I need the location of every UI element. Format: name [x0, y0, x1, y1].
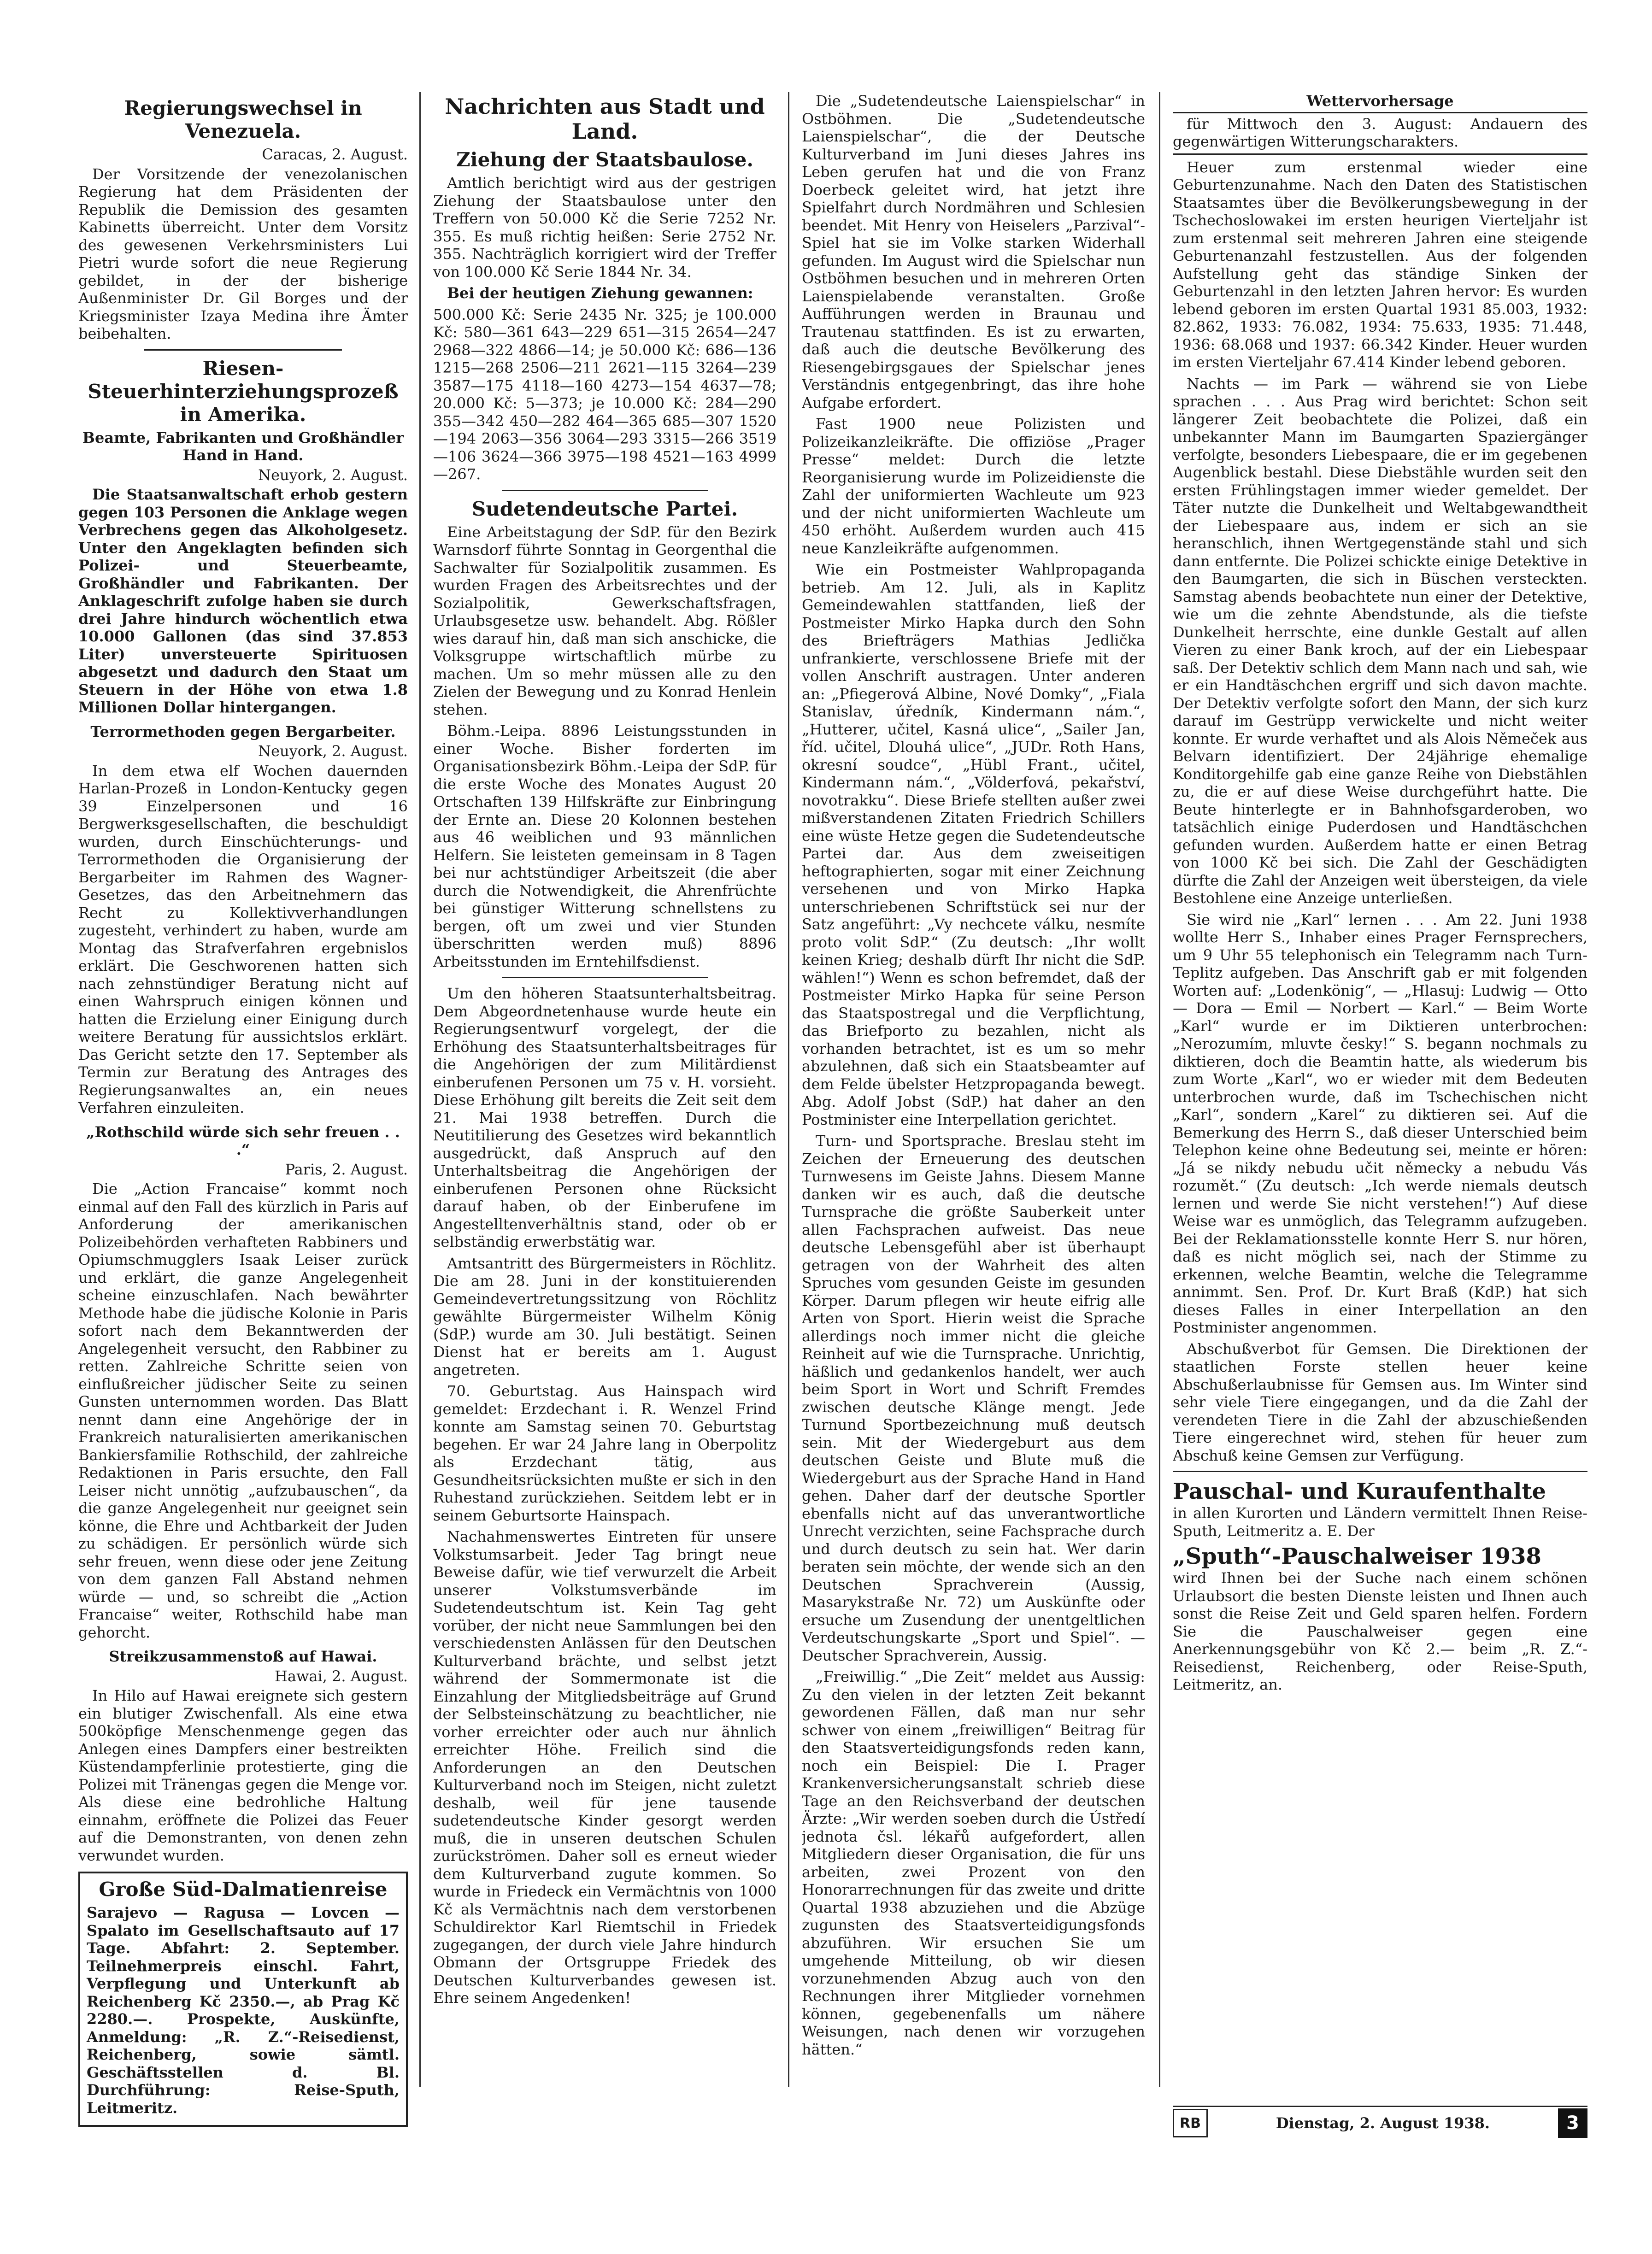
article-title: Ziehung der Staatsbaulose. — [456, 148, 754, 171]
article-body: In Hilo auf Hawai ereignete sich gestern ein blutiger Zwischenfall. Als eine etwa 500köpfige Menschenmenge gegen das Anlegen eines Dampfers einer bestreikten Küstendampferlinie protestierte, ging die Polizei mit Tränengas gegen die Menge vor. Als diese eine bedrohliche Haltung einnahm, eröffnete die Polizei das Feuer auf die Demonstranten, von denen zehn verwundet wurden. — [78, 1687, 408, 1864]
dateline: Caracas, 2. August. — [262, 146, 408, 163]
column-3 — [802, 92, 1145, 2062]
section-title: Nachrichten aus Stadt und Land. — [445, 94, 765, 144]
article-body: Sie wird nie „Karl“ lernen . . . Am 22. Juni 1938 wollte Herr S., Inhaber eines Prager Fernsprechers, um 9 Uhr 55 telephonisch ein Telegramm nach Turn-Teplitz aufgeben. Das Anschrift gab er mit folgenden Worten auf: „Lodenkönig“, — „Hlasuj: Ludwig — Otto — Dora — Emil — Norbert — Karl.“ — Beim Worte „Karl“ wurde er im Diktieren unterbrochen: „Nerozumím, mluvte česky!“ S. begann nochmals zu diktieren, doch die Beamtin hatte, als wiederum bis zum Worte „Karl“, wo er wieder mit dem Bedeuten unterbrochen wurde, daß im Tschechischen nicht „Karl“, sondern „Karel“ zu diktieren sei. Auf die Bemerkung des Herrn S., daß dieser Unterschied beim Telephon keine ohne Bedeutung sei, meinte er hören: „Já se nikdy nebudu učit německy a nebudu Vás rozumět.“ (Zu deutsch: „Ich werde niemals deutsch lernen und werde Sie nicht verstehen!“) Auf diese Weise war es unmöglich, das Telegramm aufzugeben. Bei der Reklamationsstelle konnte Herr S. nur hören, daß es nicht möglich sei, nach der Stimme zu erkennen, welche Beamtin, welche die Telegramme annimmt. Sen. Prof. Dr. Kurt Braß (KdP.) hat sich dieses Falles in einer Interpellation an den Postminister angenommen. — [1173, 910, 1587, 1336]
article-body: Amtsantritt des Bürgermeisters in Röchlitz. Die am 28. Juni in der konstituierenden Gemeindevertretungssitzung von Röchlitz gewählte Bürgermeister Wilhelm König (SdP.) wurde am 30. Juli bestätigt. Seinen Dienst hat er bereits am 1. August angetreten. — [433, 1254, 776, 1379]
page-footer — [1173, 2106, 1587, 2139]
article-body: Die Staatsanwaltschaft erhob gestern gegen 103 Personen die Anklage wegen Verbrechens gegen das Alkoholgesetz. Unter den Angeklagten befinden sich Polizei- und Steuerbeamte, Großhändler und Fabrikanten. Der Anklageschrift zufolge haben sie durch drei Jahre hindurch wöchentlich etwa 10.000 Gallonen (das sind 37.853 Liter) unversteuerte Spirituosen abgesetzt und dadurch den Staat um Steuern in der Höhe von etwa 1.8 Millionen Dollar hintergangen. — [78, 486, 408, 716]
article-body: Böhm.-Leipa. 8896 Leistungsstunden in einer Woche. Bisher forderten im Organisationsbezirk Böhm.-Leipa der SdP. für die erste Woche des Monates August 20 Ortschaften 139 Hilfskräfte zur Einbringung der Ernte an. Diese 20 Kolonnen bestehen aus 46 weiblichen und 93 männlichen Helfern. Sie leisteten gemeinsam in 8 Tagen bei nur achtstündiger Arbeitszeit (die aber durch die Notwendigkeit, die Ahrenfrüchte bei günstiger Witterung schnellstens zu bergen, oft um zwei und vier Stunden überschritten werden muß) 8896 Arbeitsstunden im Erntehilfsdienst. — [433, 722, 776, 970]
separator — [502, 490, 708, 491]
ad-body: Sarajevo — Ragusa — Lovcen — Spalato im Gesellschaftsauto auf 17 Tage. Abfahrt: 2. September. Teilnehmerpreis einschl. Fahrt, Verpflegung und Unterkunft ab Reichenberg Kč 2350.—, ab Prag Kč 2280.—. Prospekte, Auskünfte, Anmeldung: „R. Z.“-Reisedienst, Reichenberg, sowie sämtl. Geschäftsstellen d. Bl. Durchführung: Reise-Sputh, Leitmeritz. — [87, 1904, 400, 2117]
weather-title: Wettervorhersage — [1173, 92, 1587, 113]
separator — [1173, 1471, 1587, 1472]
article-body: Wie ein Postmeister Wahlpropaganda betrieb. Am 12. Juli, als in Kaplitz Gemeindewahlen stattfanden, ließ der Postmeister Mirko Hapka durch den Sohn des Briefträgers Mathias Jedlička unfrankierte, verschlossene Briefe mit der vollen Anschrift austragen. Unter anderen an: „Pfiegerová Albine, Nové Domky“, „Fiala Stanislav, úředník, Kindermann nám.“, „Hutterer, učitel, Kasná ulice“, „Sailer Jan, říd. učitel, Dlouhá ulice“, „JUDr. Roth Hans, okresní soudce“, „Hübl Frant., učitel, Kindermann nám.“, „Völderfová, pekařství, novotrakku“. Diese Briefe stellten außer zwei mißverstandenen Zitaten Friedrich Schillers eine wüste Hetze gegen die Sudetendeutsche Partei dar. Aus dem zweiseitigen heftographierten, sogar mit einer Zeichnung versehenen und von Mirko Hapka unterschriebenen Schriftstück sei nur der Satz angeführt: „Vy nechcete válku, nesmíte proto volit SdP.“ (Zu deutsch: „Ihr wollt keinen Krieg; deshalb dürft Ihr nicht die SdP. wählen!“) Wenn es schon befremdet, daß der Postmeister Mirko Hapka für seine Person das Staatspostregal und die Verpflichtung, das Briefporto zu bezahlen, nicht als vorhanden betrachtet, ist es um so mehr abzulehnen, daß sich ein Staatsbeamter auf dem Felde übelster Hetzpropaganda bewegt. Abg. Adolf Jobst (SdP.) hat daher an den Postminister eine Interpellation gerichtet. — [802, 561, 1145, 1128]
article-body: Der Vorsitzende der venezolanischen Regierung hat dem Präsidenten der Republik die Demission des gesamten Kabinetts überreicht. Unter dem Vorsitz des gewesenen Verkehrsministers Lui Pietri wurde sofort die neue Regierung gebildet, in der der bisherige Außenminister Dr. Gil Borges und der Kriegsminister Izaya Medina ihre Ämter beibehalten. — [78, 165, 408, 342]
article-body: In dem etwa elf Wochen dauernden Harlan-Prozeß in London-Kentucky gegen 39 Einzelpersonen und 16 Bergwerksgesellschaften, die beschuldigt wurden, durch Einschüchterungs- und Terrormethoden die Organisierung der Bergarbeiter im Rahmen des Wagner-Gesetzes, das den Arbeitnehmern das Recht zu Kollektivverhandlungen zugesteht, verhindert zu haben, wurde am Montag das Strafverfahren ergebnislos erklärt. Die Geschworenen hatten sich nach zehnstündiger Beratung nicht auf einen Wahrspruch einigen können und hatten die Erzielung einer Einigung durch weitere Beratung für aussichtslos erklärt. Das Gericht setzte den 17. September als Termin zur Beratung des Antrages des Regierungsanwaltes an, ein neues Verfahren einzuleiten. — [78, 762, 408, 1116]
article-title: Terrormethoden gegen Bergarbeiter. — [90, 722, 396, 740]
issue-date: Dienstag, 2. August 1938. — [1276, 2114, 1490, 2132]
article-body: Die „Sudetendeutsche Laienspielschar“ in Ostböhmen. Die „Sudetendeutsche Laienspielschar“, die der Deutsche Kulturverband im Juni dieses Jahres ins Leben gerufen hat und die von Franz Doerbeck geleitet wird, hat jetzt ihre Spielfahrt durch Nordmähren und Schlesien beendet. Mit Henry von Heiselers „Parzival“-Spiel hat sie im Volke starken Widerhall gefunden. Im August wird die Spielschar nun Ostböhmen besuchen und in mehreren Orten Laienspielabende veranstalten. Große Aufführungen werden in Braunau und Trautenau stattfinden. Es ist zu erwarten, daß auch die deutsche Bevölkerung des Riesengebirgsgaues der Spielschar jenes Verständnis entgegenbringt, das ihre hohe Aufgabe erfordert. — [802, 92, 1145, 411]
sputh-advertisement — [1173, 1479, 1587, 1694]
article-body: Fast 1900 neue Polizisten und Polizeikanzleikräfte. Die offiziöse „Prager Presse“ meldet: Durch die letzte Reorganisierung wurde im Polizeidienste die Zahl der uniformierten Wachleute um 923 und der nicht uniformierten Wachleute um 450 erhöht. Außerdem wurden auch 415 neue Kanzleikräfte aufgenommen. — [802, 415, 1145, 557]
lottery-intro: Bei der heutigen Ziehung gewannen: — [447, 284, 753, 302]
column-2 — [433, 92, 776, 2011]
article-body: Heuer zum erstenmal wieder eine Geburtenzunahme. Nach den Daten des Statistischen Staatsamtes über die Bevölkerungsbewegung in der Tschechoslowakei im ersten heurigen Vierteljahr ist zum erstenmal seit mehreren Jahren eine steigende Geburtenanzahl festzustellen. Aus der folgenden Aufstellung geht das ständige Sinken der Geburtenzahl in den letzten Jahren hervor: Es wurden lebend geboren im ersten Quartal 1931 85.003, 1932: 82.862, 1933: 76.082, 1934: 75.633, 1935: 71.448, 1936: 68.068 und 1937: 66.342 Kinder. Heuer wurden im ersten Vierteljahr 67.414 Kinder lebend geboren. — [1173, 158, 1587, 371]
weather-forecast: für Mittwoch den 3. August: Andauern des gegenwärtigen Witterungscharakters. — [1173, 115, 1587, 155]
separator — [502, 977, 708, 978]
article-subtitle: Beamte, Fabrikanten und Großhändler Hand in Hand. — [82, 428, 404, 464]
article-body: Amtlich berichtigt wird aus der gestrigen Ziehung der Staatsbaulose unter den Treffern von 50.000 Kč die Serie 7252 Nr. 355. Es muß richtig heißen: Serie 2752 Nr. 355. Nachträglich korrigiert wird der Treffer von 100.000 Kč Serie 1844 Nr. 34. — [433, 174, 776, 281]
newspaper-page — [78, 92, 1590, 2142]
article-body: Nachahmenswertes Eintreten für unsere Volkstumsarbeit. Jeder Tag bringt neue Beweise dafür, wie tief verwurzelt die Arbeit unserer Volkstumsverbände im Sudetendeutschtum ist. Kein Tag geht vorüber, der nicht neue Sammlungen bei den verschiedensten Anlässen für den Deutschen Kulturverband brächte, und selbst jetzt während der Sommermonate ist die Einzahlung der Mitgliedsbeiträge auf Grund der Selbsteinschätzung zu beachtlicher, nie vorher erreichter oder auch nur ähnlich erreichter Höhe. Freilich sind die Anforderungen an den Deutschen Kulturverband noch im Steigen, nicht zuletzt deshalb, weil für jene tausende sudetendeutsche Kinder gesorgt werden muß, die in unseren deutschen Schulen zurückströmen. Daher soll es erneut wieder dem Kulturverband zugute kommen. So wurde in Friedeck ein Vermächtnis von 1000 Kč als Vermächtnis nach dem verstorbenen Schuldirektor Karl Riemtschil in Friedek zugegangen, der durch viele Jahre hindurch Obmann der Ortsgruppe Friedek des Deutschen Kulturverbandes gewesen ist. Ehre seinem Angedenken! — [433, 1528, 776, 2007]
article-title: Regierungswechsel in Venezuela. — [124, 97, 362, 142]
ad-body: wird Ihnen bei der Suche nach einem schönen Urlaubsort die besten Dienste leisten und Ihnen auch sonst die Reise Zeit und Geld sparen helfen. Fordern Sie die Pauschalweiser gegen eine Anerkennungsgebühr von Kč 2.— beim „R. Z.“-Reisedienst, Reichenberg, oder Reise-Sputh, Leitmeritz, an. — [1173, 1569, 1587, 1693]
article-title: „Rothschild würde sich sehr freuen . . .“ — [86, 1123, 400, 1158]
column-rule — [1159, 92, 1160, 2087]
dateline: Hawai, 2. August. — [275, 1667, 408, 1685]
article-body: Nachts — im Park — während sie von Liebe sprachen . . . Aus Prag wird berichtet: Schon seit längerer Zeit beobachtete die Polizei, daß ein unbekannter Mann im Baumgarten Spaziergänger verfolgte, besonders Liebespaare, die er im gegebenen Augenblick bestahl. Diese Diebstähle wurden seit den ersten Frühlingstagen immer wieder gemeldet. Der Täter nutzte die Dunkelheit und Weltabgewandtheit der Liebespaare aus, indem er sich an sie heranschlich, ihnen Wertgegenstände stahl und sich dann entfernte. Die Polizei schickte einige Detektive in den Baumgarten, die sich in Büschen versteckten. Samstag abends beobachtete nun einer der Detektive, wie um die zehnte Abendstunde, als die tiefste Dunkelheit herrschte, eine dunkle Gestalt auf allen Vieren zu einer Bank kroch, auf der ein Liebespaar saß. Der Detektiv schlich dem Mann nach und sah, wie er ein Handtäschchen ergriff und sich davon machte. Der Detektiv verfolgte sofort den Mann, der sich kurz darauf im Gestrüpp verwickelte und nicht weiter konnte. Er wurde verhaftet und als Alois Němeček aus Belvarn identifiziert. Der 24jährige ehemalige Konditorgehilfe gab eine ganze Reihe von Diebstählen zu, die er auf diese Weise durchgeführt hatte. Die Beute hinterlegte er in Bahnhofsgarderoben, wo tatsächlich einige Puderdosen und Handtäschchen gefunden wurden. Außerdem hatte er einen Betrag von 1000 Kč bei sich. Die Zahl der Geschädigten dürfte die Zahl der Anzeigen weit übersteigen, da viele Bestohlene eine Anzeige unterließen. — [1173, 375, 1587, 907]
article-body: Abschußverbot für Gemsen. Die Direktionen der staatlichen Forste stellen heuer keine Abschußerlaubnisse für Gemsen aus. Im Winter sind sehr viele Tiere eingegangen, und da die Zahl der verendeten Tiere in die Zahl der abzuschießenden Tiere eingerechnet wird, stehen für heuer zum Abschuß keine Gemsen zur Verfügung. — [1173, 1340, 1587, 1464]
ad-body: in allen Kurorten und Ländern vermittelt Ihnen Reise-Sputh, Leitmeritz a. E. Der — [1173, 1504, 1587, 1540]
column-rule — [788, 92, 789, 2087]
dateline: Neuyork, 2. August. — [258, 742, 408, 760]
dateline: Neuyork, 2. August. — [258, 466, 408, 484]
ad-title: Große Süd-Dalmatienreise — [99, 1878, 388, 1901]
article-body: 70. Geburtstag. Aus Hainspach wird gemeldet: Erzdechant i. R. Wenzel Frind konnte am Samstag seinen 70. Geburtstag begehen. Er war 24 Jahre lang in Oberpolitz als Erzdechant tätig, aus Gesundheitsrücksichten mußte er sich in den Ruhestand zurückziehen. Seitdem lebt er in seinem Geburtsorte Hainspach. — [433, 1382, 776, 1524]
column-rule — [419, 92, 421, 2087]
article-body: Um den höheren Staatsunterhaltsbeitrag. Dem Abgeordnetenhause wurde heute ein Regierungsentwurf vorgelegt, der die Erhöhung des Staatsunterhaltsbeitrages für die Angehörigen der zum Militärdienst einberufenen Personen um 75 v. H. vorsieht. Diese Erhöhung gilt bereits die Zeit seit dem 21. Mai 1938 betreffen. Durch die Neutitilierung des Gesetzes wird bekanntlich ausgedrückt, daß Anspruch auf den Unterhaltsbeitrag die Angehörigen der einberufenen Personen ohne Rücksicht darauf haben, ob der Einberufene im Angestelltenverhältnis stand, oder ob er selbständig erwerbstätig war. — [433, 985, 776, 1250]
travel-advertisement — [78, 1872, 408, 2127]
article-title: Sudetendeutsche Partei. — [471, 497, 738, 520]
lottery-list: 500.000 Kč: Serie 2435 Nr. 325; je 100.000 Kč: 580—361 643—229 651—315 2654—247 2968—322 4866—14; je 50.000 Kč: 686—136 1215—268 2506—211 2621—115 3264—239 3587—175 4118—160 4273—154 4637—78; 20.000 Kč: 5—373; je 10.000 Kč: 284—290 355—342 450—282 464—365 685—307 1520—194 2063—356 3064—293 3315—266 3519—106 3624—366 3975—198 4521—163 4999—267. — [433, 305, 776, 483]
article-body: „Freiwillig.“ „Die Zeit“ meldet aus Aussig: Zu den vielen in der letzten Zeit bekannt gewordenen Fällen, daß man nur sehr schwer von einem „freiwilligen“ Beitrag für den Staatsverteidigungsfonds reden kann, noch ein Beispiel: Die I. Prager Krankenversicherungsanstalt schrieb diese Tage an den Reichsverband der deutschen Ärzte: „Wir werden soeben durch die Ústředí jednota čsl. lékařů aufgefordert, allen Mitgliedern dieser Organisation, die für uns arbeiten, zwei Prozent von den Honorarrechnungen für das zweite und dritte Quartal 1938 abzuziehen und die Abzüge zugunsten des Staatsverteidigungsfonds abzuführen. Wir ersuchen Sie um umgehende Mitteilung, ob wir diesen vorzunehmenden Abzug auch von den Rechnungen ihrer Mitglieder vornehmen können, gegebenenfalls um nähere Weisungen, nach denen wir vorzugehen hätten.“ — [802, 1668, 1145, 2058]
article-body: Die „Action Francaise“ kommt noch einmal auf den Fall des kürzlich in Paris auf Anforderung der amerikanischen Polizeibehörden verhafteten Rabbiners und Opiumschmugglers Isaak Leiser zurück und erklärt, die ganze Angelegenheit scheine einzuschlafen. Nach bewährter Methode habe die jüdische Kolonie in Paris sofort nach dem Bekanntwerden der Angelegenheit versucht, den Rabbiner zu retten. Zahlreiche Schritte seien von einflußreicher jüdischer Seite zu seinen Gunsten unternommen worden. Das Blatt nennt dann eine Angehörige der in Frankreich naturalisierten amerikanischen Bankiersfamilie Rothschild, der zahlreiche Redaktionen in Paris ersuchte, den Fall Leiser nicht unnötig „aufzubauschen“, da die ganze Angelegenheit nur geeignet sein könne, die Ehre und Achtbarkeit der Juden zu schädigen. Er persönlich würde sich sehr freuen, wenn diese oder jene Zeitung von dem ganzen Fall Abstand nehmen würde — und, so schreibt die „Action Francaise“ weiter, Rothschild habe man gehorcht. — [78, 1180, 408, 1641]
article-title: Riesen-Steuerhinterziehungsprozeß in Amerika. — [88, 357, 399, 426]
page-number: 3 — [1558, 2108, 1587, 2138]
separator — [144, 349, 342, 351]
article-body: Turn- und Sportsprache. Breslau steht im Zeichen der Erneuerung des deutschen Turnwesens im Geiste Jahns. Diesem Manne danken wir es auch, daß die deutsche Turnsprache die größte Sauberkeit unter allen Fachsprachen aufweist. Das neue deutsche Lebensgefühl aber ist überhaupt getragen von der Wahrheit des alten Spruches vom gesunden Geiste im gesunden Körper. Darum pflegen wir heute eifrig alle Arten von Sport. Hierin weist die Sprache allerdings noch immer nicht die gleiche Reinheit auf wie die Turnsprache. Unrichtig, häßlich und gedankenlos handelt, wer auch beim Sport in Wort und Schrift Fremdes zwischen deutsche Klänge mengt. Jede Turnund Sportbezeichnung muß deutsch sein. Mit der Wiedergeburt aus dem deutschen Geiste und Blute muß die Wiedergeburt aus der Sprache Hand in Hand gehen. Daher darf der deutsche Sportler ebenfalls nicht auf das unverantwortliche Unrecht verzichten, seine Fachsprache durch und durch deutsch zu sein hat. Wer darin beraten sein möchte, der wende sich an den Deutschen Sprachverein (Aussig, Masarykstraße Nr. 72) um Auskünfte oder ersuche um Zusendung der unentgeltlichen Verdeutschungskarte „Sport und Spiel“. — Deutscher Sprachverein, Aussig. — [802, 1132, 1145, 1664]
column-4 — [1173, 92, 1587, 1697]
newspaper-logo: RB — [1173, 2109, 1208, 2137]
article-title: Streikzusammenstoß auf Hawai. — [109, 1648, 377, 1665]
dateline: Paris, 2. August. — [285, 1160, 408, 1178]
ad-title: „Sputh“-Pauschalweiser 1938 — [1173, 1544, 1541, 1569]
column-1 — [78, 92, 408, 2127]
article-body: Eine Arbeitstagung der SdP. für den Bezirk Warnsdorf führte Sonntag in Georgenthal die Sachwalter für Sozialpolitik zusammen. Es wurden Fragen des Arbeitsrechtes und der Sozialpolitik, Gewerkschaftsfragen, Urlaubsgesetze usw. behandelt. Abg. Rößler wies darauf hin, daß man sich anschicke, die Volksgruppe wirtschaftlich mürbe zu machen. Um so mehr müssen alle zu den Zielen der Bewegung und zu Konrad Henlein stehen. — [433, 523, 776, 718]
ad-title: Pauschal- und Kuraufenthalte — [1173, 1479, 1546, 1504]
